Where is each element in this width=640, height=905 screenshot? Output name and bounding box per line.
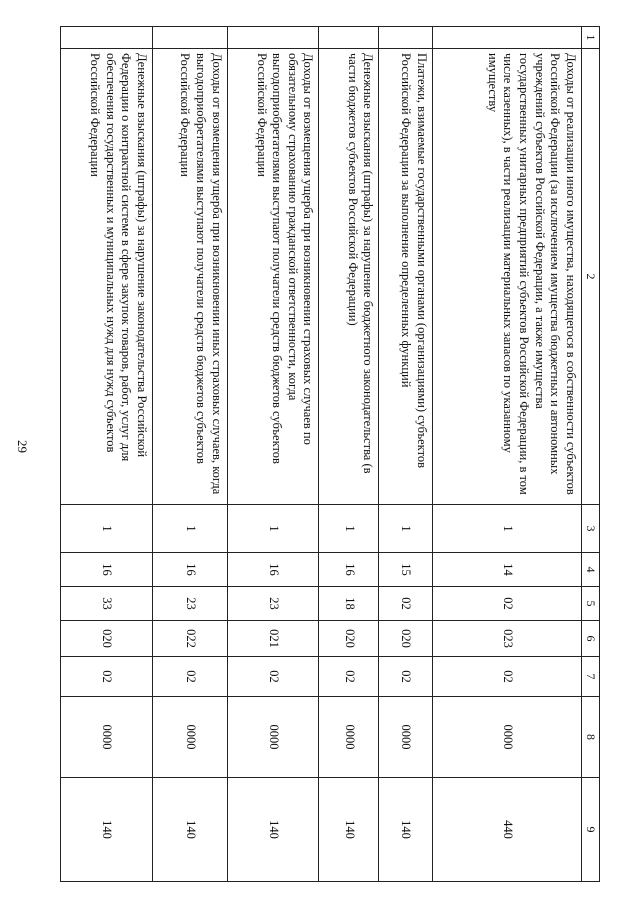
cell-col8: 0000 [432,697,581,778]
cell-col1 [61,27,153,49]
cell-col4: 15 [379,553,432,587]
column-header: 2 [582,49,600,505]
table-row [379,27,432,882]
column-header: 5 [582,587,600,621]
cell-col5: 02 [379,587,432,621]
column-header: 4 [582,553,600,587]
rotated-page [60,26,600,881]
cell-col4: 14 [432,553,581,587]
cell-col3: 1 [432,505,581,553]
cell-col7: 02 [152,657,227,697]
cell-col1 [432,27,581,49]
cell-col4: 16 [61,553,153,587]
table-row [61,27,153,882]
column-header: 6 [582,621,600,657]
cell-col5: 33 [61,587,153,621]
column-header: 1 [582,27,600,49]
cell-col7: 02 [432,657,581,697]
cell-col9: 140 [319,778,379,882]
cell-col9: 140 [379,778,432,882]
cell-col6: 020 [319,621,379,657]
column-header: 8 [582,697,600,778]
cell-col9: 140 [152,778,227,882]
cell-col8: 0000 [152,697,227,778]
cell-col4: 16 [227,553,319,587]
column-header: 9 [582,778,600,882]
cell-col4: 16 [319,553,379,587]
cell-col7: 02 [227,657,319,697]
table-row [432,27,581,882]
column-header: 3 [582,505,600,553]
table-row [152,27,227,882]
cell-col8: 0000 [379,697,432,778]
cell-col1 [152,27,227,49]
table-row [227,27,319,882]
cell-col1 [379,27,432,49]
cell-col1 [227,27,319,49]
cell-col5: 02 [432,587,581,621]
cell-col4: 16 [152,553,227,587]
page-number: 29 [15,440,30,453]
cell-col7: 02 [379,657,432,697]
cell-description: Доходы от возмещения ущерба при возникновении страховых случаев по обязательному страхованию гражданской ответственности, когда выгодоприобретателями выступают получатели средств бюджетов субъектов Российской Федерации [227,49,319,505]
cell-description: Доходы от возмещения ущерба при возникновении иных страховых случаев, когда выгодоприобретателями выступают получатели средств бюджетов субъектов Российской Федерации [152,49,227,505]
cell-col7: 02 [319,657,379,697]
cell-col3: 1 [379,505,432,553]
column-header: 7 [582,657,600,697]
cell-col6: 020 [379,621,432,657]
table-row [319,27,379,882]
cell-col6: 020 [61,621,153,657]
cell-col8: 0000 [319,697,379,778]
cell-col7: 02 [61,657,153,697]
cell-col5: 18 [319,587,379,621]
cell-col9: 440 [432,778,581,882]
revenue-codes-table [60,26,600,882]
cell-col3: 1 [152,505,227,553]
cell-col6: 021 [227,621,319,657]
cell-col8: 0000 [227,697,319,778]
cell-col5: 23 [152,587,227,621]
cell-col9: 140 [61,778,153,882]
cell-col1 [319,27,379,49]
cell-col9: 140 [227,778,319,882]
cell-col6: 022 [152,621,227,657]
column-number-row [582,27,600,882]
cell-col5: 23 [227,587,319,621]
cell-description: Платежи, взимаемые государственными органами (организациями) субъектов Российской Федерации за выполнение определенных функций [379,49,432,505]
cell-description: Доходы от реализации иного имущества, находящегося в собственности субъектов Российской Федерации (за исключением имущества бюджетных и автономных учреждений субъектов Российской Федерации, а также имущества государственных унитарных предприятий субъектов Российской Федерации, в том числе казенных), в части реализации материальных запасов по указанному имуществу [432,49,581,505]
cell-description: Денежные взыскания (штрафы) за нарушение законодательства Российской Федерации о контрактной системе в сфере закупок товаров, работ, услуг для обеспечения государственных и муниципальных нужд для нужд субъектов Российской Федерации [61,49,153,505]
cell-col3: 1 [319,505,379,553]
cell-description: Денежные взыскания (штрафы) за нарушение бюджетного законодательства (в части бюджетов субъектов Российской Федерации) [319,49,379,505]
cell-col6: 023 [432,621,581,657]
cell-col3: 1 [227,505,319,553]
cell-col3: 1 [61,505,153,553]
cell-col8: 0000 [61,697,153,778]
